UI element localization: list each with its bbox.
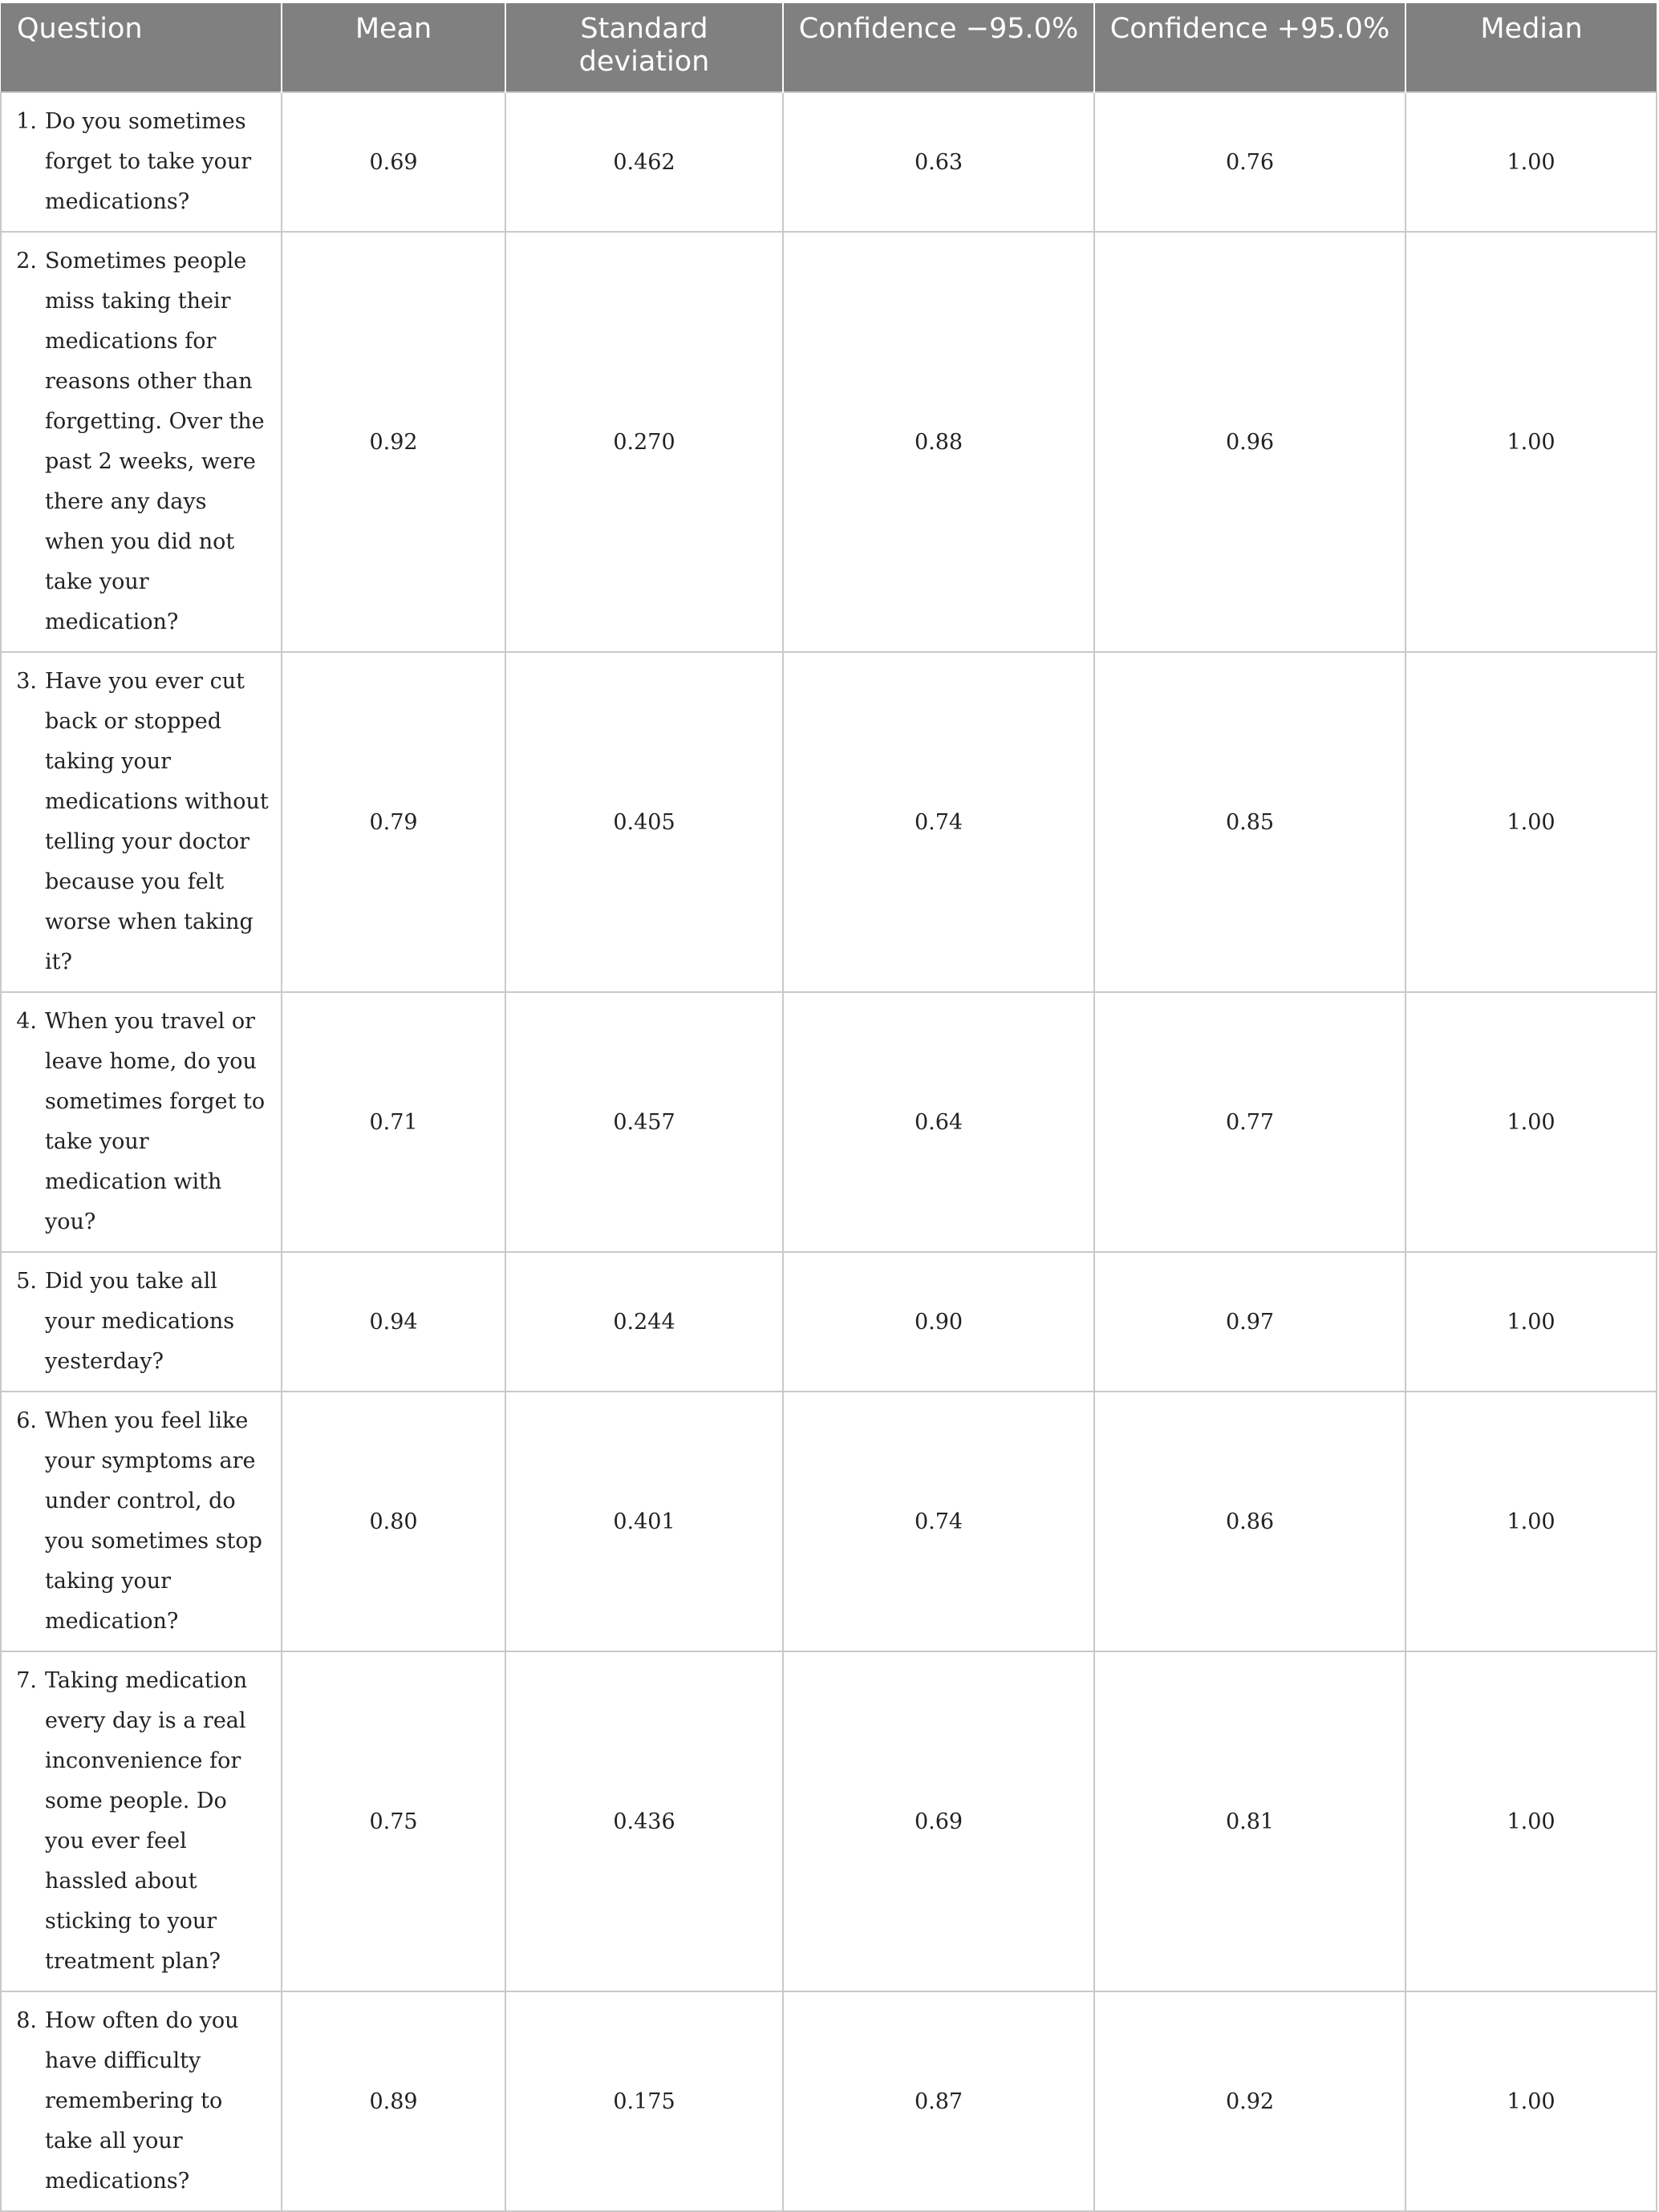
ci-high-cell: 0.85 [1094,652,1405,992]
ci-low-cell: 0.87 [783,1991,1094,2211]
mean-cell: 0.69 [282,92,505,232]
question-cell [1,992,282,1252]
header-standard-deviation [505,3,783,92]
results-table-container [0,3,1656,2212]
mean-cell: 0.89 [282,1991,505,2211]
question-number: 7. [16,1668,37,1693]
mean-cell: 0.75 [282,1651,505,1991]
sd-cell: 0.244 [505,1252,783,1392]
ci-low-cell: 0.74 [783,652,1094,992]
question-text: Taking medication every day is a real inconvenience for some people. Do you ever feel hassled about sticking to your treatment plan? [45,1668,248,1974]
ci-high-cell: 0.77 [1094,992,1405,1252]
ci-high-cell: 0.92 [1094,1991,1405,2211]
sd-cell: 0.405 [505,652,783,992]
ci-high-cell: 0.97 [1094,1252,1405,1392]
ci-high-cell: 0.86 [1094,1392,1405,1651]
question-cell [1,652,282,992]
ci-low-cell: 0.63 [783,92,1094,232]
table-row [1,232,1657,652]
median-cell: 1.00 [1405,1651,1657,1991]
ci-high-cell: 0.96 [1094,232,1405,652]
sd-cell: 0.175 [505,1991,783,2211]
question-number: 2. [16,249,37,273]
table-body [1,92,1657,2211]
median-cell: 1.00 [1405,1991,1657,2211]
table-row [1,652,1657,992]
table-header [1,3,1657,92]
question-text: Do you sometimes forget to take your medications? [45,109,252,214]
sd-cell: 0.436 [505,1651,783,1991]
question-number: 8. [16,2008,37,2033]
question-cell [1,1252,282,1392]
mean-cell: 0.92 [282,232,505,652]
median-cell: 1.00 [1405,1252,1657,1392]
question-cell [1,1392,282,1651]
median-cell: 1.00 [1405,232,1657,652]
table-row [1,1991,1657,2211]
ci-low-cell: 0.74 [783,1392,1094,1651]
sd-cell: 0.462 [505,92,783,232]
sd-cell: 0.457 [505,992,783,1252]
ci-low-cell: 0.88 [783,232,1094,652]
header-sd-line1: Standard [580,13,708,45]
ci-high-cell: 0.81 [1094,1651,1405,1991]
question-cell [1,1651,282,1991]
table-row [1,992,1657,1252]
question-text: How often do you have difficulty remembering to take all your medications? [45,2008,239,2194]
median-cell: 1.00 [1405,92,1657,232]
table-row [1,1252,1657,1392]
ci-low-cell: 0.69 [783,1651,1094,1991]
header-confidence-low: Confidence −95.0% [783,3,1094,92]
question-cell [1,232,282,652]
question-number: 3. [16,669,37,694]
median-cell: 1.00 [1405,1392,1657,1651]
ci-high-cell: 0.76 [1094,92,1405,232]
question-number: 6. [16,1408,37,1433]
question-number: 1. [16,109,37,134]
sd-cell: 0.401 [505,1392,783,1651]
results-table [0,3,1657,2212]
question-text: When you travel or leave home, do you sometimes forget to take your medication with you? [45,1009,266,1234]
header-row [1,3,1657,92]
question-number: 5. [16,1269,37,1294]
question-cell [1,1991,282,2211]
question-text: When you feel like your symptoms are under control, do you sometimes stop taking your medication? [45,1408,262,1634]
ci-low-cell: 0.64 [783,992,1094,1252]
question-text: Have you ever cut back or stopped taking your medications without telling your doctor because you felt worse when taking it? [45,669,269,974]
mean-cell: 0.79 [282,652,505,992]
mean-cell: 0.71 [282,992,505,1252]
ci-low-cell: 0.90 [783,1252,1094,1392]
header-median: Median [1405,3,1657,92]
header-question: Question [1,3,282,92]
mean-cell: 0.80 [282,1392,505,1651]
sd-cell: 0.270 [505,232,783,652]
question-cell [1,92,282,232]
header-mean: Mean [282,3,505,92]
mean-cell: 0.94 [282,1252,505,1392]
table-row [1,92,1657,232]
table-row [1,1392,1657,1651]
median-cell: 1.00 [1405,652,1657,992]
question-text: Did you take all your medications yesterday? [45,1269,235,1374]
question-text: Sometimes people miss taking their medications for reasons other than forgetting. Over the past 2 weeks, were there any days when you did not take your medication? [45,249,265,634]
header-confidence-high: Confidence +95.0% [1094,3,1405,92]
table-row [1,1651,1657,1991]
median-cell: 1.00 [1405,992,1657,1252]
header-sd-line2: deviation [578,46,710,78]
question-number: 4. [16,1009,37,1034]
